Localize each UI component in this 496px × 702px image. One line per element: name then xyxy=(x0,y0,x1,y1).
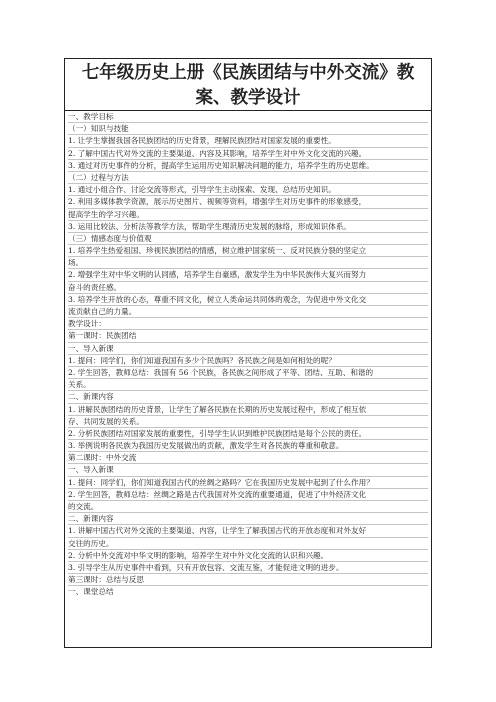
text-line: 场。 xyxy=(68,257,428,269)
text-line: （三）情感态度与价值观 xyxy=(68,233,428,245)
text-line: 第三课时：总结与反思 xyxy=(68,574,428,586)
document-page xyxy=(64,58,432,648)
text-line: 一、导入新课 xyxy=(68,343,428,355)
text-line: 一、导入新课 xyxy=(68,464,428,476)
text-line: 存、共同发展的关系。 xyxy=(68,416,428,428)
text-line: 3. 运用比较法、分析法等教学方法，帮助学生理清历史发展的脉络，形成知识体系。 xyxy=(68,221,428,233)
text-line: 2. 学生回答，教师总结：丝绸之路是古代我国对外交流的重要通道，促进了中外经济文化 xyxy=(68,489,428,501)
text-line: 二、新课内容 xyxy=(68,391,428,403)
text-line: 第二课时：中外交流 xyxy=(68,452,428,464)
text-line: （一）知识与技能 xyxy=(68,123,428,135)
text-line: 交往的历史。 xyxy=(68,538,428,550)
title-line-2: 案、教学设计 xyxy=(195,88,301,108)
text-line: 3. 举例说明各民族为我国历史发展做出的贡献，激发学生对各民族的尊重和敬意。 xyxy=(68,440,428,452)
text-line: 的交流。 xyxy=(68,501,428,513)
text-line: 1. 培养学生热爱祖国、珍视民族团结的情感，树立维护国家统一、反对民族分裂的坚定立 xyxy=(68,245,428,257)
text-line: 2. 了解中国古代对外交流的主要渠道、内容及其影响，培养学生对中外文化交流的兴趣。 xyxy=(68,148,428,160)
text-line: 2. 学生回答，教师总结：我国有 56 个民族，各民族之间形成了平等、团结、互助、和谐的 xyxy=(68,367,428,379)
text-line: 2. 增强学生对中华文明的认同感，培养学生自豪感，激发学生为中华民族伟大复兴而努力 xyxy=(68,269,428,281)
text-line: 奋斗的责任感。 xyxy=(68,282,428,294)
text-line: 流贡献自己的力量。 xyxy=(68,306,428,318)
text-line: 2. 利用多媒体教学资源，展示历史图片、视频等资料，增强学生对历史事件的形象感受， xyxy=(68,196,428,208)
text-line: 1. 通过小组合作、讨论交流等形式，引导学生主动探索、发现、总结历史知识。 xyxy=(68,184,428,196)
text-line: 3. 培养学生开放的心态，尊重不同文化，树立人类命运共同体的观念，为促进中外文化交 xyxy=(68,294,428,306)
text-line: 1. 提问：同学们，你们知道我国古代的丝绸之路吗？它在我国历史发展中起到了什么作用？ xyxy=(68,477,428,489)
text-line: 1. 讲解民族团结的历史背景，让学生了解各民族在长期的历史发展过程中，形成了相互依 xyxy=(68,404,428,416)
title-line-1: 七年级历史上册《民族团结与中外交流》教 xyxy=(81,63,415,83)
document-title xyxy=(65,59,431,111)
text-line: 3. 通过对历史事件的分析，提高学生运用历史知识解决问题的能力，培养学生的历史思维。 xyxy=(68,160,428,172)
text-line: 2. 分析民族团结对国家发展的重要性，引导学生认识到维护民族团结是每个公民的责任。 xyxy=(68,428,428,440)
text-line: 提高学生的学习兴趣。 xyxy=(68,209,428,221)
text-line: 教学设计： xyxy=(68,318,428,330)
text-line: 1. 提问：同学们，你们知道我国有多少个民族吗？各民族之间是如何相处的呢？ xyxy=(68,355,428,367)
text-line: 一、课堂总结 xyxy=(68,587,114,597)
text-line: 1. 讲解中国古代对外交流的主要渠道、内容，让学生了解我国古代的开放态度和对外友好 xyxy=(68,525,428,537)
text-line: 一、教学目标 xyxy=(68,111,428,123)
text-line: （二）过程与方法 xyxy=(68,172,428,184)
text-line: 3. 引导学生从历史事件中看到，只有开放包容、交流互鉴，才能促进文明的进步。 xyxy=(68,562,428,574)
text-line: 关系。 xyxy=(68,379,428,391)
text-line: 1. 让学生掌握我国各民族团结的历史背景，理解民族团结对国家发展的重要性。 xyxy=(68,135,428,147)
text-line: 二、新课内容 xyxy=(68,513,428,525)
text-line: 2. 分析中外交流对中华文明的影响，培养学生对中外文化交流的认识和兴趣。 xyxy=(68,550,428,562)
text-line: 第一课时：民族团结 xyxy=(68,330,428,342)
document-body xyxy=(65,111,431,598)
